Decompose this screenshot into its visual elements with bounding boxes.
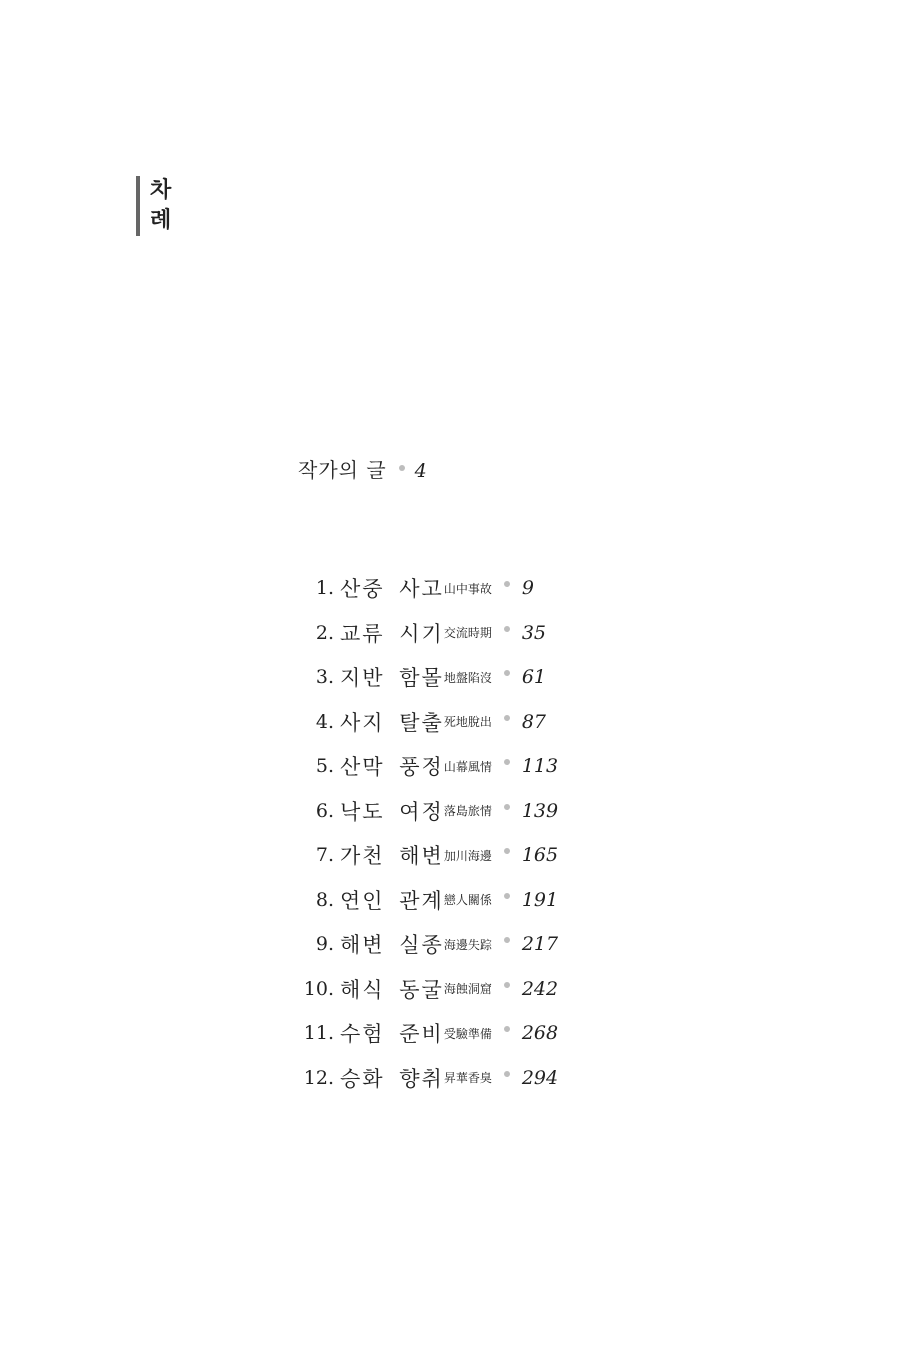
toc-entry [292, 1011, 622, 1056]
bullet-dot-icon [504, 581, 510, 587]
toc-entry-number: 5. [315, 755, 334, 778]
toc-entry-hanja: 山中事故 [443, 581, 492, 596]
toc-entry-page-number: 61 [521, 666, 547, 689]
bullet-dot-icon [504, 1026, 510, 1032]
bullet-dot-icon [504, 670, 510, 676]
toc-entry-hanja: 加川海邊 [443, 848, 492, 863]
toc-entry-page-number: 139 [521, 799, 559, 822]
toc-entry-page-number: 217 [521, 933, 559, 956]
toc-entry [292, 878, 622, 923]
contents-heading [136, 176, 190, 236]
table-of-contents [292, 566, 622, 1100]
toc-entry-hanja: 海蝕洞窟 [443, 982, 492, 997]
toc-entry-number: 8. [315, 888, 334, 911]
toc-entry-hanja: 山幕風情 [443, 759, 492, 774]
toc-entry-number: 9. [315, 933, 334, 956]
toc-entry-title: 해식 동굴 [340, 977, 444, 1002]
toc-entry [292, 566, 622, 611]
toc-entry-title: 승화 향취 [340, 1066, 444, 1091]
toc-entry-hanja: 戀人關係 [443, 893, 492, 908]
toc-entry [292, 700, 622, 745]
bullet-dot-icon [504, 982, 510, 988]
toc-entry-title: 가천 해변 [340, 844, 444, 869]
toc-entry-title: 산막 풍정 [340, 755, 444, 780]
toc-entry-title: 낙도 여정 [340, 799, 444, 824]
bullet-dot-icon [504, 893, 510, 899]
toc-entry-title: 연인 관계 [340, 888, 444, 913]
toc-entry-number: 2. [315, 621, 334, 644]
heading-char: 례 [150, 208, 172, 233]
toc-entry [292, 1056, 622, 1101]
toc-entry-hanja: 昇華香臭 [443, 1071, 492, 1086]
toc-entry-hanja: 交流時期 [443, 626, 492, 641]
toc-entry-title: 교류 시기 [340, 621, 444, 646]
bullet-dot-icon [399, 465, 405, 471]
bullet-dot-icon [504, 848, 510, 854]
toc-entry-title: 사지 탈출 [340, 710, 444, 735]
toc-entry-page-number: 191 [521, 888, 559, 911]
heading-char: 차 [150, 178, 172, 203]
toc-entry-hanja: 落島旅情 [443, 804, 492, 819]
toc-entry-number: 4. [315, 710, 334, 733]
bullet-dot-icon [504, 626, 510, 632]
toc-entry-number: 3. [315, 666, 334, 689]
toc-entry-number: 10. [303, 977, 334, 1000]
bullet-dot-icon [504, 1071, 510, 1077]
toc-entry-number: 1. [315, 577, 334, 600]
toc-entry-page-number: 242 [521, 977, 559, 1000]
toc-entry-hanja: 海邊失踪 [443, 937, 492, 952]
toc-entry-number: 11. [303, 1022, 334, 1045]
toc-entry [292, 789, 622, 834]
toc-entry-title: 산중 사고 [340, 577, 444, 602]
preface-page-number: 4 [414, 460, 427, 482]
toc-entry [292, 833, 622, 878]
bullet-dot-icon [504, 937, 510, 943]
preface-label: 작가의 글 [298, 458, 387, 482]
toc-entry-hanja: 死地脫出 [443, 715, 492, 730]
toc-entry-page-number: 294 [521, 1066, 559, 1089]
toc-entry-page-number: 35 [521, 621, 547, 644]
toc-entry-page-number: 87 [521, 710, 547, 733]
toc-entry-page-number: 268 [521, 1022, 559, 1045]
bullet-dot-icon [504, 759, 510, 765]
toc-entry-number: 6. [315, 799, 334, 822]
bullet-dot-icon [504, 804, 510, 810]
toc-entry [292, 922, 622, 967]
preface-entry [298, 456, 427, 485]
toc-entry-title: 지반 함몰 [340, 666, 444, 691]
toc-entry [292, 967, 622, 1012]
toc-entry-page-number: 9 [521, 577, 534, 600]
toc-entry-number: 7. [315, 844, 334, 867]
toc-entry-title: 해변 실종 [340, 933, 444, 958]
toc-entry-title: 수험 준비 [340, 1022, 444, 1047]
toc-entry-hanja: 地盤陷沒 [443, 670, 492, 685]
toc-entry [292, 611, 622, 656]
toc-entry [292, 655, 622, 700]
toc-entry-hanja: 受驗準備 [443, 1026, 492, 1041]
toc-entry-page-number: 165 [521, 844, 559, 867]
toc-entry-number: 12. [303, 1066, 334, 1089]
toc-entry [292, 744, 622, 789]
toc-entry-page-number: 113 [521, 755, 559, 778]
bullet-dot-icon [504, 715, 510, 721]
